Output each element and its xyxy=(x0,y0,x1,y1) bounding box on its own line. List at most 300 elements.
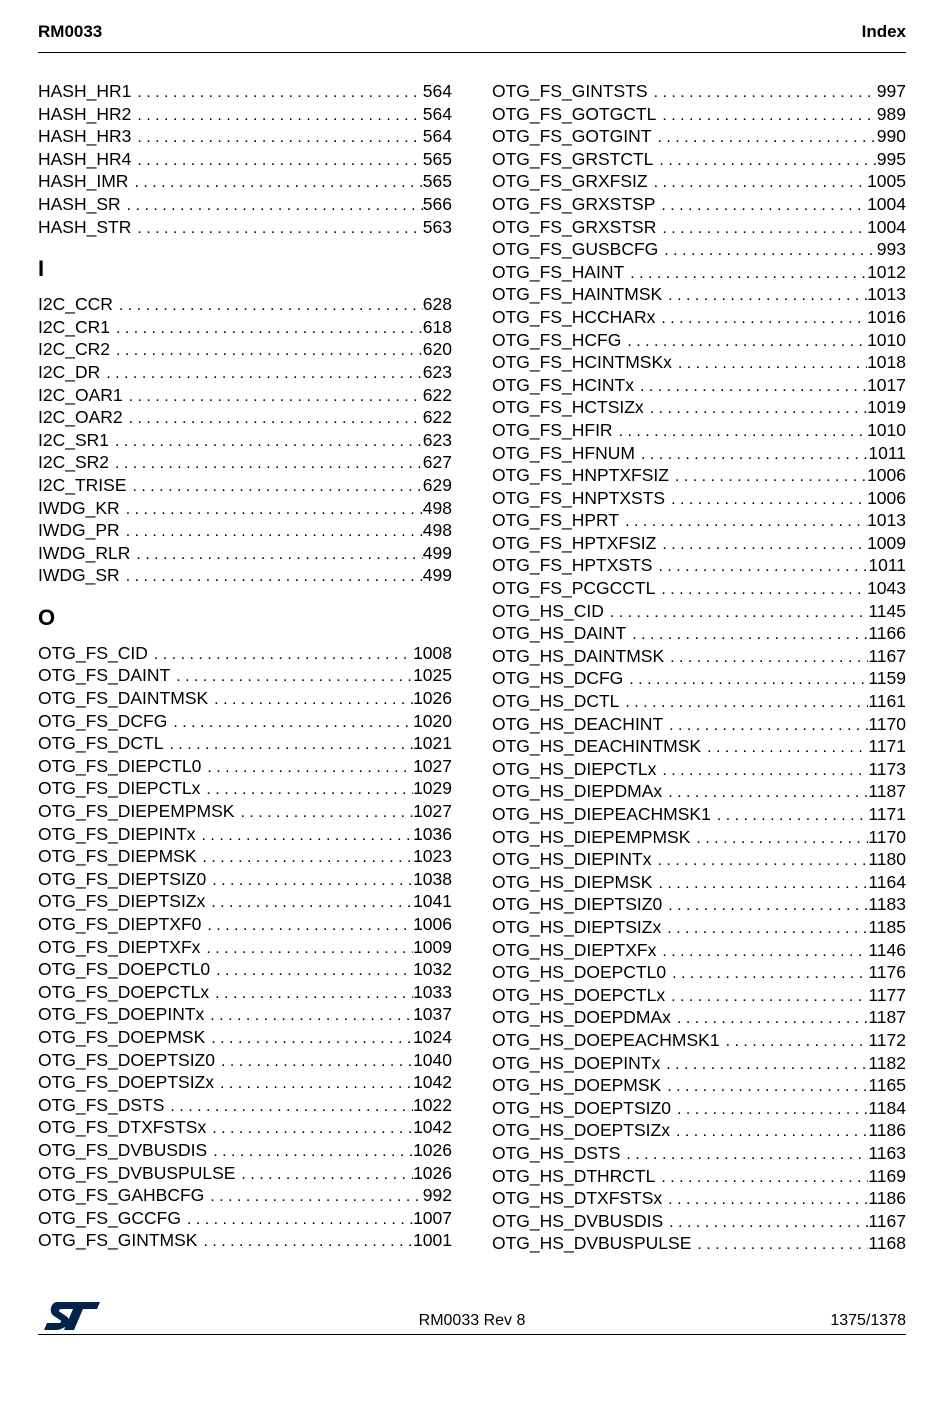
index-entry[interactable] xyxy=(38,777,452,800)
index-entry[interactable] xyxy=(38,80,452,103)
right-entry-list xyxy=(492,80,906,1255)
entry-page[interactable]: 1173 xyxy=(868,758,906,779)
index-entry[interactable] xyxy=(492,532,906,555)
index-entry[interactable] xyxy=(492,419,906,442)
dot-leader xyxy=(707,737,868,758)
dot-leader xyxy=(650,398,867,419)
entry-page[interactable]: 1020 xyxy=(413,710,452,731)
index-entry[interactable] xyxy=(492,1074,906,1097)
entry-name: OTG_FS_CID xyxy=(38,642,148,663)
dot-leader xyxy=(661,195,867,216)
index-entry[interactable] xyxy=(492,916,906,939)
index-entry[interactable] xyxy=(38,384,452,407)
dot-leader xyxy=(106,363,423,384)
entry-page[interactable]: 1023 xyxy=(413,846,452,867)
entry-page[interactable]: 629 xyxy=(422,474,452,495)
entry-page[interactable]: 1026 xyxy=(413,688,452,709)
dot-leader xyxy=(206,779,413,800)
index-entry[interactable] xyxy=(492,283,906,306)
index-entry[interactable] xyxy=(38,1184,452,1207)
entry-name: OTG_FS_DAINT xyxy=(38,665,171,686)
page-header xyxy=(38,22,906,53)
entry-name: HASH_STR xyxy=(38,216,132,237)
dot-leader xyxy=(211,1028,413,1049)
entry-page[interactable]: 1043 xyxy=(867,578,906,599)
dot-leader xyxy=(210,1186,423,1207)
index-entry[interactable] xyxy=(38,1049,452,1072)
entry-name: OTG_FS_DIEPCTLx xyxy=(38,778,201,799)
entry-page[interactable]: 1008 xyxy=(413,642,452,663)
index-entry[interactable] xyxy=(38,936,452,959)
index-entry[interactable] xyxy=(38,1026,452,1049)
index-entry[interactable] xyxy=(38,755,452,778)
dot-leader xyxy=(657,850,868,871)
entry-page[interactable]: 623 xyxy=(422,429,452,450)
entry-page[interactable]: 622 xyxy=(422,407,452,428)
entry-page[interactable]: 1026 xyxy=(413,1139,452,1160)
entry-page[interactable]: 1001 xyxy=(413,1230,452,1251)
dot-leader xyxy=(726,1031,869,1052)
entry-page[interactable]: 1186 xyxy=(868,1120,906,1141)
index-entry[interactable] xyxy=(492,170,906,193)
entry-page[interactable]: 623 xyxy=(422,361,452,382)
index-entry[interactable] xyxy=(38,316,452,339)
index-entry[interactable] xyxy=(38,497,452,520)
index-entry[interactable] xyxy=(492,554,906,577)
index-entry[interactable] xyxy=(492,713,906,736)
dot-leader xyxy=(216,960,413,981)
entry-page[interactable]: 1161 xyxy=(868,691,906,712)
dot-leader xyxy=(116,318,423,339)
entry-page[interactable]: 1013 xyxy=(867,284,906,305)
entry-name: OTG_HS_DAINTMSK xyxy=(492,645,665,666)
index-entry[interactable] xyxy=(492,1187,906,1210)
entry-name: I2C_TRISE xyxy=(38,474,127,495)
entry-page[interactable]: 499 xyxy=(422,565,452,586)
entry-name: OTG_FS_PCGCCTL xyxy=(492,578,656,599)
entry-name: OTG_FS_GOTGINT xyxy=(492,126,652,147)
section-title: Index xyxy=(861,22,906,41)
index-entry[interactable] xyxy=(38,845,452,868)
dot-leader xyxy=(670,647,868,668)
index-entry[interactable] xyxy=(492,984,906,1007)
entry-page[interactable]: 989 xyxy=(876,103,906,124)
entry-page[interactable]: 1027 xyxy=(413,801,452,822)
entry-page[interactable]: 1167 xyxy=(868,1210,906,1231)
entry-name: OTG_HS_DOEPMSK xyxy=(492,1075,662,1096)
entry-page[interactable]: 563 xyxy=(422,216,452,237)
index-entry[interactable] xyxy=(38,406,452,429)
entry-page[interactable]: 1025 xyxy=(413,665,452,686)
entry-page[interactable]: 620 xyxy=(422,339,452,360)
dot-leader xyxy=(654,82,877,103)
dot-leader xyxy=(203,1231,413,1252)
index-entry[interactable] xyxy=(38,664,452,687)
index-entry[interactable] xyxy=(38,193,452,216)
entry-name: OTG_FS_GRXSTSR xyxy=(492,216,657,237)
entry-page[interactable]: 564 xyxy=(422,126,452,147)
entry-name: OTG_FS_DAINTMSK xyxy=(38,688,209,709)
index-entry[interactable] xyxy=(492,1006,906,1029)
entry-page[interactable]: 499 xyxy=(422,542,452,563)
index-entry[interactable] xyxy=(492,893,906,916)
entry-page[interactable]: 1170 xyxy=(868,826,906,847)
entry-page[interactable]: 1171 xyxy=(868,736,906,757)
dot-leader xyxy=(661,1167,868,1188)
entry-page[interactable]: 498 xyxy=(422,497,452,518)
entry-name: OTG_HS_DIEPDMAx xyxy=(492,781,663,802)
entry-page[interactable]: 1005 xyxy=(867,171,906,192)
entry-page[interactable]: 1021 xyxy=(413,733,452,754)
index-entry[interactable] xyxy=(38,564,452,587)
index-entry[interactable] xyxy=(38,732,452,755)
entry-name: OTG_HS_DTXFSTSx xyxy=(492,1188,663,1209)
dot-leader xyxy=(677,1099,868,1120)
index-entry[interactable] xyxy=(38,103,452,126)
index-entry[interactable] xyxy=(38,890,452,913)
index-entry[interactable] xyxy=(492,306,906,329)
entry-name: OTG_FS_HCCHARx xyxy=(492,306,656,327)
i-entry-list xyxy=(38,293,452,587)
entry-name: OTG_HS_DOEPINTx xyxy=(492,1052,661,1073)
entry-page[interactable]: 1012 xyxy=(867,261,906,282)
entry-name: OTG_FS_DIEPEMPMSK xyxy=(38,801,235,822)
entry-name: I2C_OAR1 xyxy=(38,384,123,405)
dot-leader xyxy=(669,1212,868,1233)
entry-name: OTG_FS_GOTGCTL xyxy=(492,103,657,124)
index-entry[interactable] xyxy=(492,374,906,397)
index-entry[interactable] xyxy=(38,1207,452,1230)
entry-name: OTG_HS_DOEPTSIZx xyxy=(492,1120,670,1141)
dot-leader xyxy=(173,712,413,733)
entry-page[interactable]: 1026 xyxy=(413,1162,452,1183)
entry-name: OTG_HS_DIEPINTx xyxy=(492,849,652,870)
index-entry[interactable] xyxy=(492,216,906,239)
entry-name: OTG_HS_DOEPEACHMSK1 xyxy=(492,1029,720,1050)
dot-leader xyxy=(630,263,867,284)
entry-page[interactable]: 1180 xyxy=(868,849,906,870)
entry-name: OTG_HS_CID xyxy=(492,600,604,621)
entry-name: OTG_FS_GRSTCTL xyxy=(492,148,654,169)
entry-page[interactable]: 1041 xyxy=(413,891,452,912)
entry-page[interactable]: 1183 xyxy=(868,894,906,915)
entry-name: OTG_HS_DIEPMSK xyxy=(492,871,653,892)
entry-page[interactable]: 627 xyxy=(422,452,452,473)
index-entry[interactable] xyxy=(38,451,452,474)
entry-page[interactable]: 1145 xyxy=(868,600,906,621)
entry-page[interactable]: 1168 xyxy=(868,1233,906,1254)
entry-page[interactable]: 1038 xyxy=(413,868,452,889)
entry-page[interactable]: 1027 xyxy=(413,755,452,776)
index-entry[interactable] xyxy=(492,780,906,803)
index-entry[interactable] xyxy=(38,216,452,239)
dot-leader xyxy=(126,566,423,587)
index-entry[interactable] xyxy=(38,519,452,542)
entry-page[interactable]: 565 xyxy=(422,171,452,192)
index-entry[interactable] xyxy=(492,1029,906,1052)
entry-page[interactable]: 1013 xyxy=(867,510,906,531)
index-column-right xyxy=(492,80,906,1255)
index-entry[interactable] xyxy=(492,1097,906,1120)
index-entry[interactable] xyxy=(492,80,906,103)
index-entry[interactable] xyxy=(38,800,452,823)
entry-name: OTG_FS_GINTSTS xyxy=(492,81,648,101)
entry-page[interactable]: 1186 xyxy=(868,1188,906,1209)
entry-name: OTG_FS_DOEPTSIZ0 xyxy=(38,1049,215,1070)
index-entry[interactable] xyxy=(492,577,906,600)
index-entry[interactable] xyxy=(38,474,452,497)
entry-page[interactable]: 1167 xyxy=(868,645,906,666)
entry-page[interactable]: 622 xyxy=(422,384,452,405)
entry-name: OTG_FS_HFNUM xyxy=(492,442,635,463)
entry-page[interactable]: 995 xyxy=(876,148,906,169)
index-entry[interactable] xyxy=(492,758,906,781)
index-entry[interactable] xyxy=(492,148,906,171)
entry-name: OTG_HS_DOEPCTL0 xyxy=(492,962,667,983)
index-entry[interactable] xyxy=(492,193,906,216)
entry-page[interactable]: 1019 xyxy=(867,397,906,418)
index-entry[interactable] xyxy=(38,1229,452,1252)
entry-page[interactable]: 1010 xyxy=(867,329,906,350)
entry-page[interactable]: 566 xyxy=(422,193,452,214)
dot-leader xyxy=(666,1054,868,1075)
index-entry[interactable] xyxy=(492,509,906,532)
entry-name: OTG_FS_HCFG xyxy=(492,329,622,350)
entry-name: OTG_FS_HCINTx xyxy=(492,374,634,395)
index-entry[interactable] xyxy=(38,868,452,891)
entry-name: OTG_FS_GRXFSIZ xyxy=(492,171,648,192)
dot-leader xyxy=(241,1164,413,1185)
index-entry[interactable] xyxy=(492,1232,906,1255)
entry-page[interactable]: 1171 xyxy=(868,804,906,824)
entry-name: OTG_FS_GCCFG xyxy=(38,1207,181,1228)
entry-page[interactable]: 1018 xyxy=(867,352,906,373)
entry-page[interactable]: 1177 xyxy=(868,984,906,1005)
entry-page[interactable]: 1032 xyxy=(413,959,452,980)
entry-page[interactable]: 1176 xyxy=(868,962,906,983)
dot-leader xyxy=(212,1118,413,1139)
dot-leader xyxy=(662,218,867,239)
entry-page[interactable]: 628 xyxy=(422,294,452,315)
index-entry[interactable] xyxy=(38,361,452,384)
index-entry[interactable] xyxy=(492,803,906,826)
index-entry[interactable] xyxy=(492,600,906,623)
index-entry[interactable] xyxy=(38,823,452,846)
entry-page[interactable]: 993 xyxy=(876,239,906,260)
entry-page[interactable]: 1164 xyxy=(868,871,906,892)
entry-page[interactable]: 1006 xyxy=(867,487,906,508)
dot-leader xyxy=(212,870,413,891)
index-entry[interactable] xyxy=(492,103,906,126)
index-entry[interactable] xyxy=(38,125,452,148)
dot-leader xyxy=(661,579,867,600)
entry-name: OTG_FS_DIEPTSIZ0 xyxy=(38,868,207,889)
entry-name: OTG_FS_DOEPCTL0 xyxy=(38,959,211,980)
dot-leader xyxy=(207,757,413,778)
dot-leader xyxy=(696,828,868,849)
dot-leader xyxy=(133,476,423,497)
entry-name: OTG_HS_DEACHINTMSK xyxy=(492,736,702,757)
entry-name: I2C_CR1 xyxy=(38,316,110,337)
dot-leader xyxy=(658,873,868,894)
index-entry[interactable] xyxy=(38,170,452,193)
dot-leader xyxy=(625,692,868,713)
section-letter-o: O xyxy=(38,604,56,630)
entry-page[interactable]: 1022 xyxy=(413,1094,452,1115)
dot-leader xyxy=(213,1141,413,1162)
index-entry[interactable] xyxy=(492,939,906,962)
entry-page[interactable]: 564 xyxy=(422,103,452,124)
index-entry[interactable] xyxy=(38,542,452,565)
entry-page[interactable]: 1187 xyxy=(868,1007,906,1028)
entry-name: OTG_HS_DCTL xyxy=(492,691,620,712)
dot-leader xyxy=(625,511,867,532)
index-entry[interactable] xyxy=(38,981,452,1004)
entry-name: OTG_FS_HPRT xyxy=(492,510,620,531)
entry-name: HASH_IMR xyxy=(38,171,129,192)
index-entry[interactable] xyxy=(492,871,906,894)
index-entry[interactable] xyxy=(492,645,906,668)
index-entry[interactable] xyxy=(38,710,452,733)
dot-leader xyxy=(211,892,413,913)
entry-page[interactable]: 1037 xyxy=(413,1004,452,1025)
entry-page[interactable]: 1009 xyxy=(867,532,906,553)
entry-page[interactable]: 618 xyxy=(422,316,452,337)
index-entry[interactable] xyxy=(38,1139,452,1162)
entry-page[interactable]: 1163 xyxy=(868,1142,906,1163)
entry-page[interactable]: 990 xyxy=(876,126,906,147)
entry-name: OTG_HS_DIEPCTLx xyxy=(492,758,657,779)
dot-leader xyxy=(671,489,867,510)
entry-name: OTG_FS_DIEPTXF0 xyxy=(38,914,202,934)
entry-page[interactable]: 1009 xyxy=(413,936,452,957)
dot-leader xyxy=(668,782,868,803)
index-entry[interactable] xyxy=(492,442,906,465)
entry-name: OTG_FS_DOEPMSK xyxy=(38,1026,206,1047)
index-entry[interactable] xyxy=(492,487,906,510)
index-entry[interactable] xyxy=(492,329,906,352)
entry-page[interactable]: 1036 xyxy=(413,823,452,844)
entry-page[interactable]: 1169 xyxy=(868,1165,906,1186)
index-entry[interactable] xyxy=(38,913,452,936)
dot-leader xyxy=(126,499,423,520)
index-entry[interactable] xyxy=(38,1003,452,1026)
dot-leader xyxy=(187,1209,413,1230)
index-entry[interactable] xyxy=(492,125,906,148)
index-entry[interactable] xyxy=(492,622,906,645)
entry-page[interactable]: 1011 xyxy=(868,442,906,463)
dot-leader xyxy=(664,240,877,261)
entry-page[interactable]: 1029 xyxy=(413,778,452,799)
index-entry[interactable] xyxy=(38,958,452,981)
entry-page[interactable]: 1166 xyxy=(868,623,906,644)
entry-page[interactable]: 1006 xyxy=(413,914,452,934)
entry-page[interactable]: 1187 xyxy=(868,781,906,802)
entry-page[interactable]: 1042 xyxy=(413,1117,452,1138)
dot-leader xyxy=(203,847,414,868)
entry-page[interactable]: 565 xyxy=(422,148,452,169)
dot-leader xyxy=(632,624,868,645)
entry-name: OTG_HS_DOEPTSIZ0 xyxy=(492,1097,671,1118)
entry-page[interactable]: 1146 xyxy=(868,939,906,960)
index-entry[interactable] xyxy=(38,293,452,316)
entry-page[interactable]: 1182 xyxy=(868,1052,906,1073)
index-entry[interactable] xyxy=(38,1094,452,1117)
index-entry[interactable] xyxy=(38,687,452,710)
entry-page[interactable]: 1172 xyxy=(868,1029,906,1050)
index-entry[interactable] xyxy=(492,1142,906,1165)
index-entry[interactable] xyxy=(492,690,906,713)
entry-page[interactable]: 564 xyxy=(422,81,452,101)
index-entry[interactable] xyxy=(492,735,906,758)
dot-leader xyxy=(115,431,423,452)
index-entry[interactable] xyxy=(492,464,906,487)
index-entry[interactable] xyxy=(492,1052,906,1075)
entry-name: OTG_FS_GUSBCFG xyxy=(492,239,659,260)
dot-leader xyxy=(207,915,413,936)
entry-page[interactable]: 997 xyxy=(876,81,906,101)
entry-name: OTG_HS_DIEPTSIZx xyxy=(492,916,662,937)
dot-leader xyxy=(127,195,423,216)
entry-page[interactable]: 498 xyxy=(422,520,452,541)
entry-page[interactable]: 1024 xyxy=(413,1026,452,1047)
index-entry[interactable] xyxy=(492,1210,906,1233)
index-entry[interactable] xyxy=(492,238,906,261)
index-entry[interactable] xyxy=(492,1119,906,1142)
index-entry[interactable] xyxy=(492,961,906,984)
entry-page[interactable]: 1185 xyxy=(868,916,906,937)
entry-page[interactable]: 1010 xyxy=(867,419,906,440)
index-entry[interactable] xyxy=(38,429,452,452)
dot-leader xyxy=(661,308,867,329)
dot-leader xyxy=(657,127,876,148)
entry-page[interactable]: 1017 xyxy=(867,374,906,395)
entry-name: OTG_HS_DIEPTXFx xyxy=(492,939,657,960)
index-entry[interactable] xyxy=(492,396,906,419)
index-entry[interactable] xyxy=(492,826,906,849)
index-entry[interactable] xyxy=(38,1162,452,1185)
dot-leader xyxy=(675,466,867,487)
entry-page[interactable]: 1011 xyxy=(868,555,906,576)
entry-page[interactable]: 1040 xyxy=(413,1049,452,1070)
index-entry[interactable] xyxy=(492,1165,906,1188)
index-entry[interactable] xyxy=(38,1071,452,1094)
entry-page[interactable]: 992 xyxy=(422,1185,452,1206)
index-entry[interactable] xyxy=(492,261,906,284)
entry-page[interactable]: 1165 xyxy=(868,1075,906,1096)
entry-page[interactable]: 1016 xyxy=(867,306,906,327)
index-entry[interactable] xyxy=(492,667,906,690)
entry-page[interactable]: 1033 xyxy=(413,981,452,1002)
entry-page[interactable]: 1007 xyxy=(413,1207,452,1228)
entry-page[interactable]: 1184 xyxy=(868,1097,906,1118)
index-entry[interactable] xyxy=(38,148,452,171)
entry-page[interactable]: 1004 xyxy=(867,216,906,237)
index-entry[interactable] xyxy=(38,642,452,665)
entry-page[interactable]: 1006 xyxy=(867,465,906,486)
index-entry[interactable] xyxy=(492,848,906,871)
index-entry[interactable] xyxy=(492,351,906,374)
index-entry[interactable] xyxy=(38,338,452,361)
entry-page[interactable]: 1042 xyxy=(413,1072,452,1093)
dot-leader xyxy=(626,1144,868,1165)
entry-name: OTG_FS_HNPTXFSIZ xyxy=(492,465,669,486)
entry-page[interactable]: 1170 xyxy=(868,713,906,734)
index-column-left xyxy=(38,80,452,1252)
entry-page[interactable]: 1004 xyxy=(867,193,906,214)
index-entry[interactable] xyxy=(38,1116,452,1139)
entry-page[interactable]: 1159 xyxy=(868,668,906,689)
